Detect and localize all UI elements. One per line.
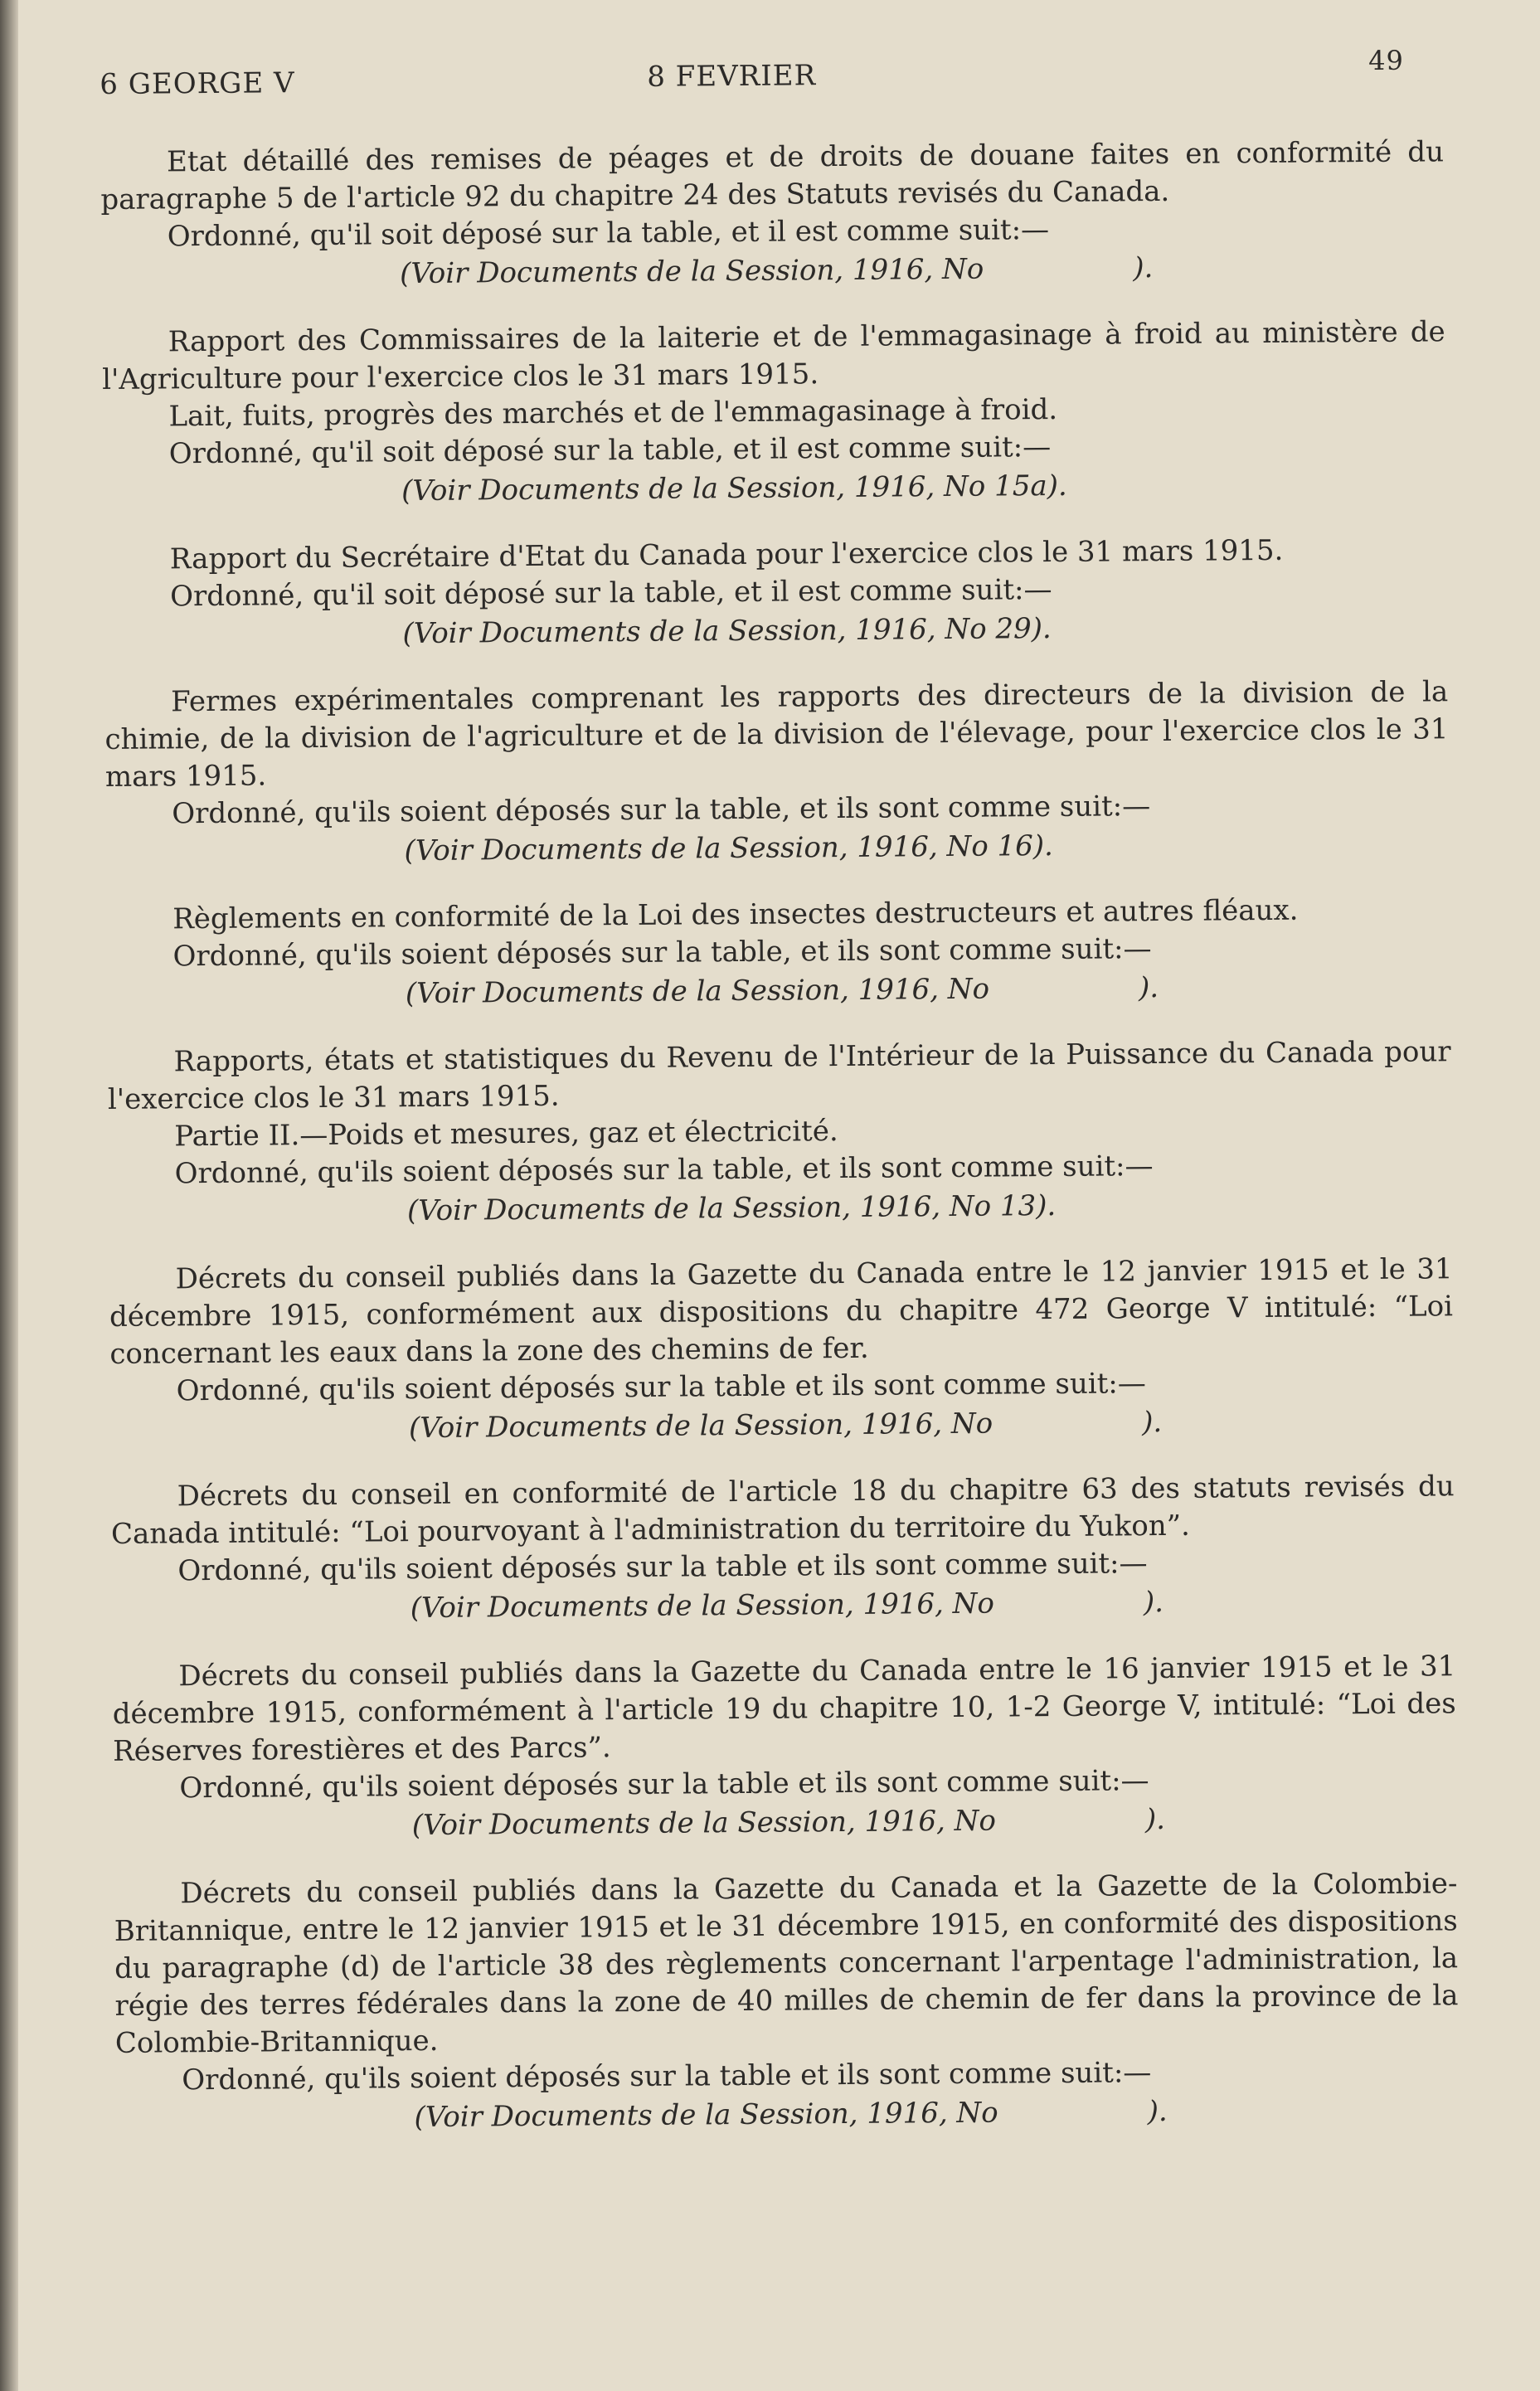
reference-text: (Voir Documents de la Session, 1916, No 15a). [401, 469, 1067, 508]
entry-order-line: Ordonné, qu'il soit déposé sur la table, et il est comme suit:— [170, 573, 1052, 614]
entry-5 [106, 891, 1450, 1016]
entry-paragraph: Décrets du conseil publiés dans la Gazette du Canada entre le 12 janvier 1915 et le 31 décembre 1915, conformément aux dispositions du chapitre 472 George V intitulé: “Loi concernant les eaux dans la zone des chemins de fer. [109, 1252, 1454, 1371]
entry-subtitle-line: Lait, fuits, progrès des marchés et de l'emmagasinage à froid. [168, 392, 1058, 434]
reference-text: (Voir Documents de la Session, 1916, No [405, 972, 990, 1011]
header-date: 8 FEVRIER [647, 59, 817, 94]
entry-order-line: Ordonné, qu'ils soient déposés sur la table, et ils sont comme suit:— [174, 1149, 1154, 1191]
entry-10 [114, 1865, 1459, 2140]
entry-paragraph: Etat détaillé des remises de péages et de droits de douane faites en conformité du paragraphe 5 de l'article 92 du chapitre 24 des Statuts revisés du Canada. [100, 135, 1445, 216]
reference-text: (Voir Documents de la Session, 1916, No [408, 1407, 993, 1446]
page-header [100, 39, 1444, 116]
entry-1 [100, 134, 1445, 296]
entry-paragraph: Fermes expérimentales comprenant les rapports des directeurs de la division de la chimie, de la division de l'agriculture et de la division de l'élevage, pour l'exercice clos le 31 mars 1915. [104, 675, 1449, 794]
entry-paragraph: Décrets du conseil publiés dans la Gazette du Canada et la Gazette de la Colombie-Britannique, entre le 12 janvier 1915 et le 31 décembre 1915, en conformité des dispositions du paragraphe (d) de l'article 38 des règlements concernant l'arpentage l'administration, la régie des terres fédérales dans la zone de 40 milles de chemin de fer dans la province de la Colombie-Britannique. [114, 1867, 1459, 2060]
entry-paragraph: Rapport des Commissaires de la laiterie et de l'emmagasinage à froid au ministère de l'Agriculture pour l'exercice clos le 31 mars 1915. [101, 315, 1445, 396]
reference-close: ). [1143, 1585, 1164, 1620]
entry-2 [102, 313, 1447, 513]
reference-close: ). [1147, 2094, 1168, 2129]
book-spine-shadow [0, 0, 18, 2391]
entry-order-line: Ordonné, qu'ils soient déposés sur la table, et ils sont comme suit:— [172, 790, 1151, 831]
entry-9 [112, 1648, 1457, 1848]
entry-order-line: Ordonné, qu'ils soient déposés sur la table et ils sont comme suit:— [176, 1367, 1146, 1408]
document-page [100, 39, 1460, 2140]
entry-order-line: Ordonné, qu'ils soient déposés sur la table et ils sont comme suit:— [182, 2056, 1152, 2097]
header-regnal-year: 6 GEORGE V [100, 66, 295, 101]
entry-order-line: Ordonné, qu'il soit déposé sur la table, et il est comme suit:— [168, 430, 1052, 471]
entry-paragraph: Décrets du conseil publiés dans la Gazette du Canada entre le 16 janvier 1915 et le 31 décembre 1915, conformément à l'article 19 du chapitre 10, 1-2 George V, intitulé: “Loi des Réserves forestières et des Parcs”. [112, 1650, 1456, 1768]
reference-text: (Voir Documents de la Session, 1916, No [399, 252, 984, 291]
entry-paragraph: Rapport du Secrétaire d'Etat du Canada pour l'exercice clos le 31 mars 1915. [169, 533, 1284, 576]
reference-text: (Voir Documents de la Session, 1916, No [411, 1804, 997, 1843]
entry-order-line: Ordonné, qu'ils soient déposés sur la table, et ils sont comme suit:— [172, 932, 1152, 974]
entry-paragraph: Rapports, états et statistiques du Revenu de l'Intérieur de la Puissance du Canada pour l'exercice clos le 31 mars 1915. [107, 1035, 1451, 1116]
reference-close: ). [1144, 1802, 1166, 1837]
reference-close: ). [1133, 251, 1154, 285]
entry-4 [104, 673, 1450, 873]
page-number: 49 [1368, 44, 1405, 76]
entry-3 [104, 531, 1448, 656]
reference-text: (Voir Documents de la Session, 1916, No 16). [404, 829, 1053, 868]
entry-order-line: Ordonné, qu'il soit déposé sur la table, et il est comme suit:— [167, 213, 1050, 254]
reference-text: (Voir Documents de la Session, 1916, No 29). [402, 612, 1052, 651]
entry-7 [109, 1251, 1454, 1451]
entry-paragraph: Décrets du conseil en conformité de l'article 18 du chapitre 63 des statuts revisés du Canada intitulé: “Loi pourvoyant à l'administration du territoire du Yukon”. [110, 1470, 1455, 1551]
reference-text: (Voir Documents de la Session, 1916, No [410, 1587, 995, 1626]
entry-8 [111, 1468, 1455, 1630]
entry-6 [107, 1033, 1452, 1233]
entry-subtitle-line: Partie II.—Poids et mesures, gaz et électricité. [174, 1115, 838, 1154]
reference-close: ). [1142, 1405, 1163, 1440]
reference-text: (Voir Documents de la Session, 1916, No 13). [406, 1188, 1057, 1228]
reference-close: ). [1138, 971, 1159, 1005]
reference-text: (Voir Documents de la Session, 1916, No [414, 2096, 998, 2135]
entry-order-line: Ordonné, qu'ils soient déposés sur la table et ils sont comme suit:— [179, 1764, 1149, 1805]
entry-paragraph: Règlements en conformité de la Loi des insectes destructeurs et autres fléaux. [172, 893, 1299, 936]
entry-order-line: Ordonné, qu'ils soient déposés sur la table et ils sont comme suit:— [177, 1547, 1148, 1588]
